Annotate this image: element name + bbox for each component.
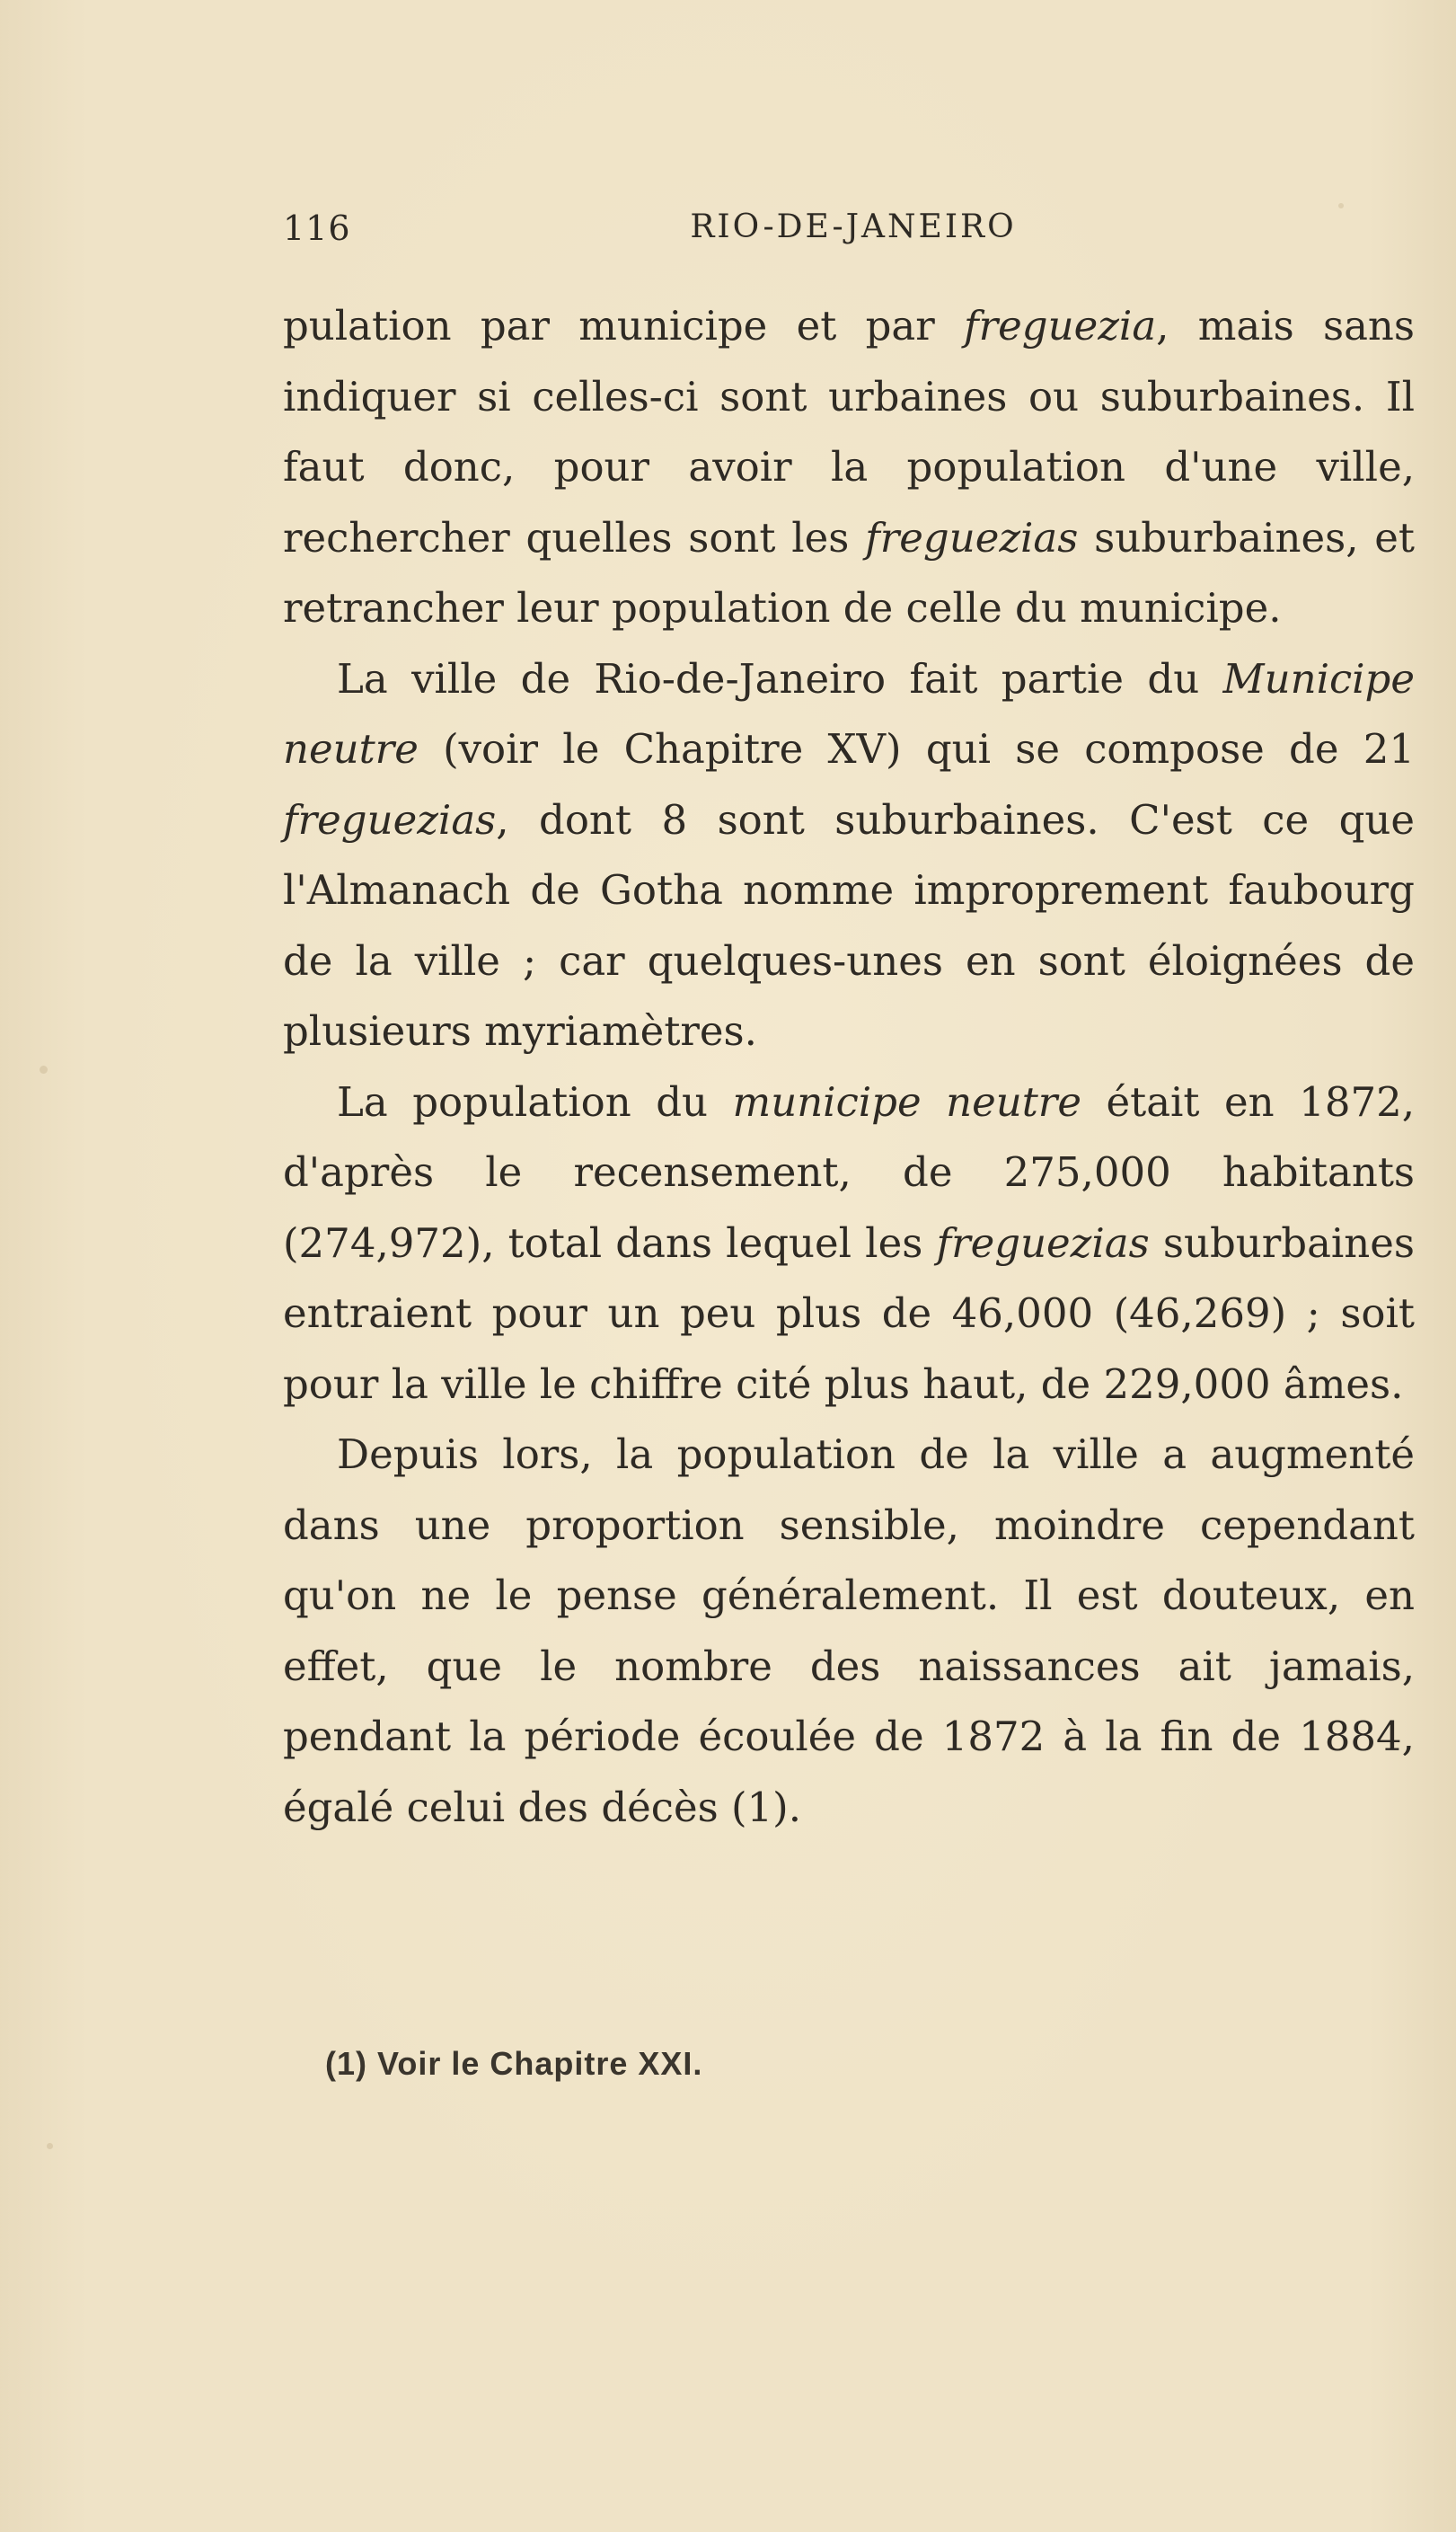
paragraph: Depuis lors, la population de la ville a augmenté dans une proportion sensible, moindre cependant qu'on ne le pense généralement. Il est douteux, en effet, que le nombre des naissances ait jamais, pendant la période écoulée de 1872 à la fin de 1884, égalé celui des décès (1). [283, 1430, 1415, 1831]
paragraph: La population du municipe neutre était en 1872, d'après le recensement, de 275,000 habitants (274,972), total dans lequel les freguezias suburbaines entraient pour un peu plus de 46,000 (46,269) ; soit pour la ville le chiffre cité plus haut, de 229,000 âmes. [283, 1077, 1416, 1408]
italic-term: municipe neutre [732, 1077, 1081, 1126]
paragraph: pulation par municipe et par freguezia, mais sans indiquer si celles-ci sont urbaines ou suburbaines. Il faut donc, pour avoir la population d'une ville, rechercher quelles sont les freguezias suburbaines, et retrancher leur population de celle du municipe. [283, 302, 1415, 632]
italic-term: freguezias [865, 513, 1079, 562]
italic-term: freguezias [283, 795, 497, 844]
italic-term: freguezia [964, 302, 1157, 350]
paper-stain [47, 2143, 53, 2149]
page-number: 116 [283, 208, 351, 248]
body-text [283, 291, 1415, 1843]
italic-term: Municipe neutre [283, 654, 1415, 773]
running-title: RIO-DE-JANEIRO [690, 208, 1017, 245]
footnote: (1) Voir le Chapitre XXI. [325, 2045, 703, 2082]
paragraph: La ville de Rio-de-Janeiro fait partie du Municipe neutre (voir le Chapitre XV) qui se compose de 21 freguezias, dont 8 sont suburbaines. C'est ce que l'Almanach de Gotha nomme improprement faubourg de la ville ; car quelques-unes en sont éloignées de plusieurs myriamètres. [283, 654, 1415, 1055]
running-head [283, 208, 1415, 259]
italic-term: freguezias [936, 1218, 1150, 1267]
paper-stain [40, 1066, 48, 1074]
